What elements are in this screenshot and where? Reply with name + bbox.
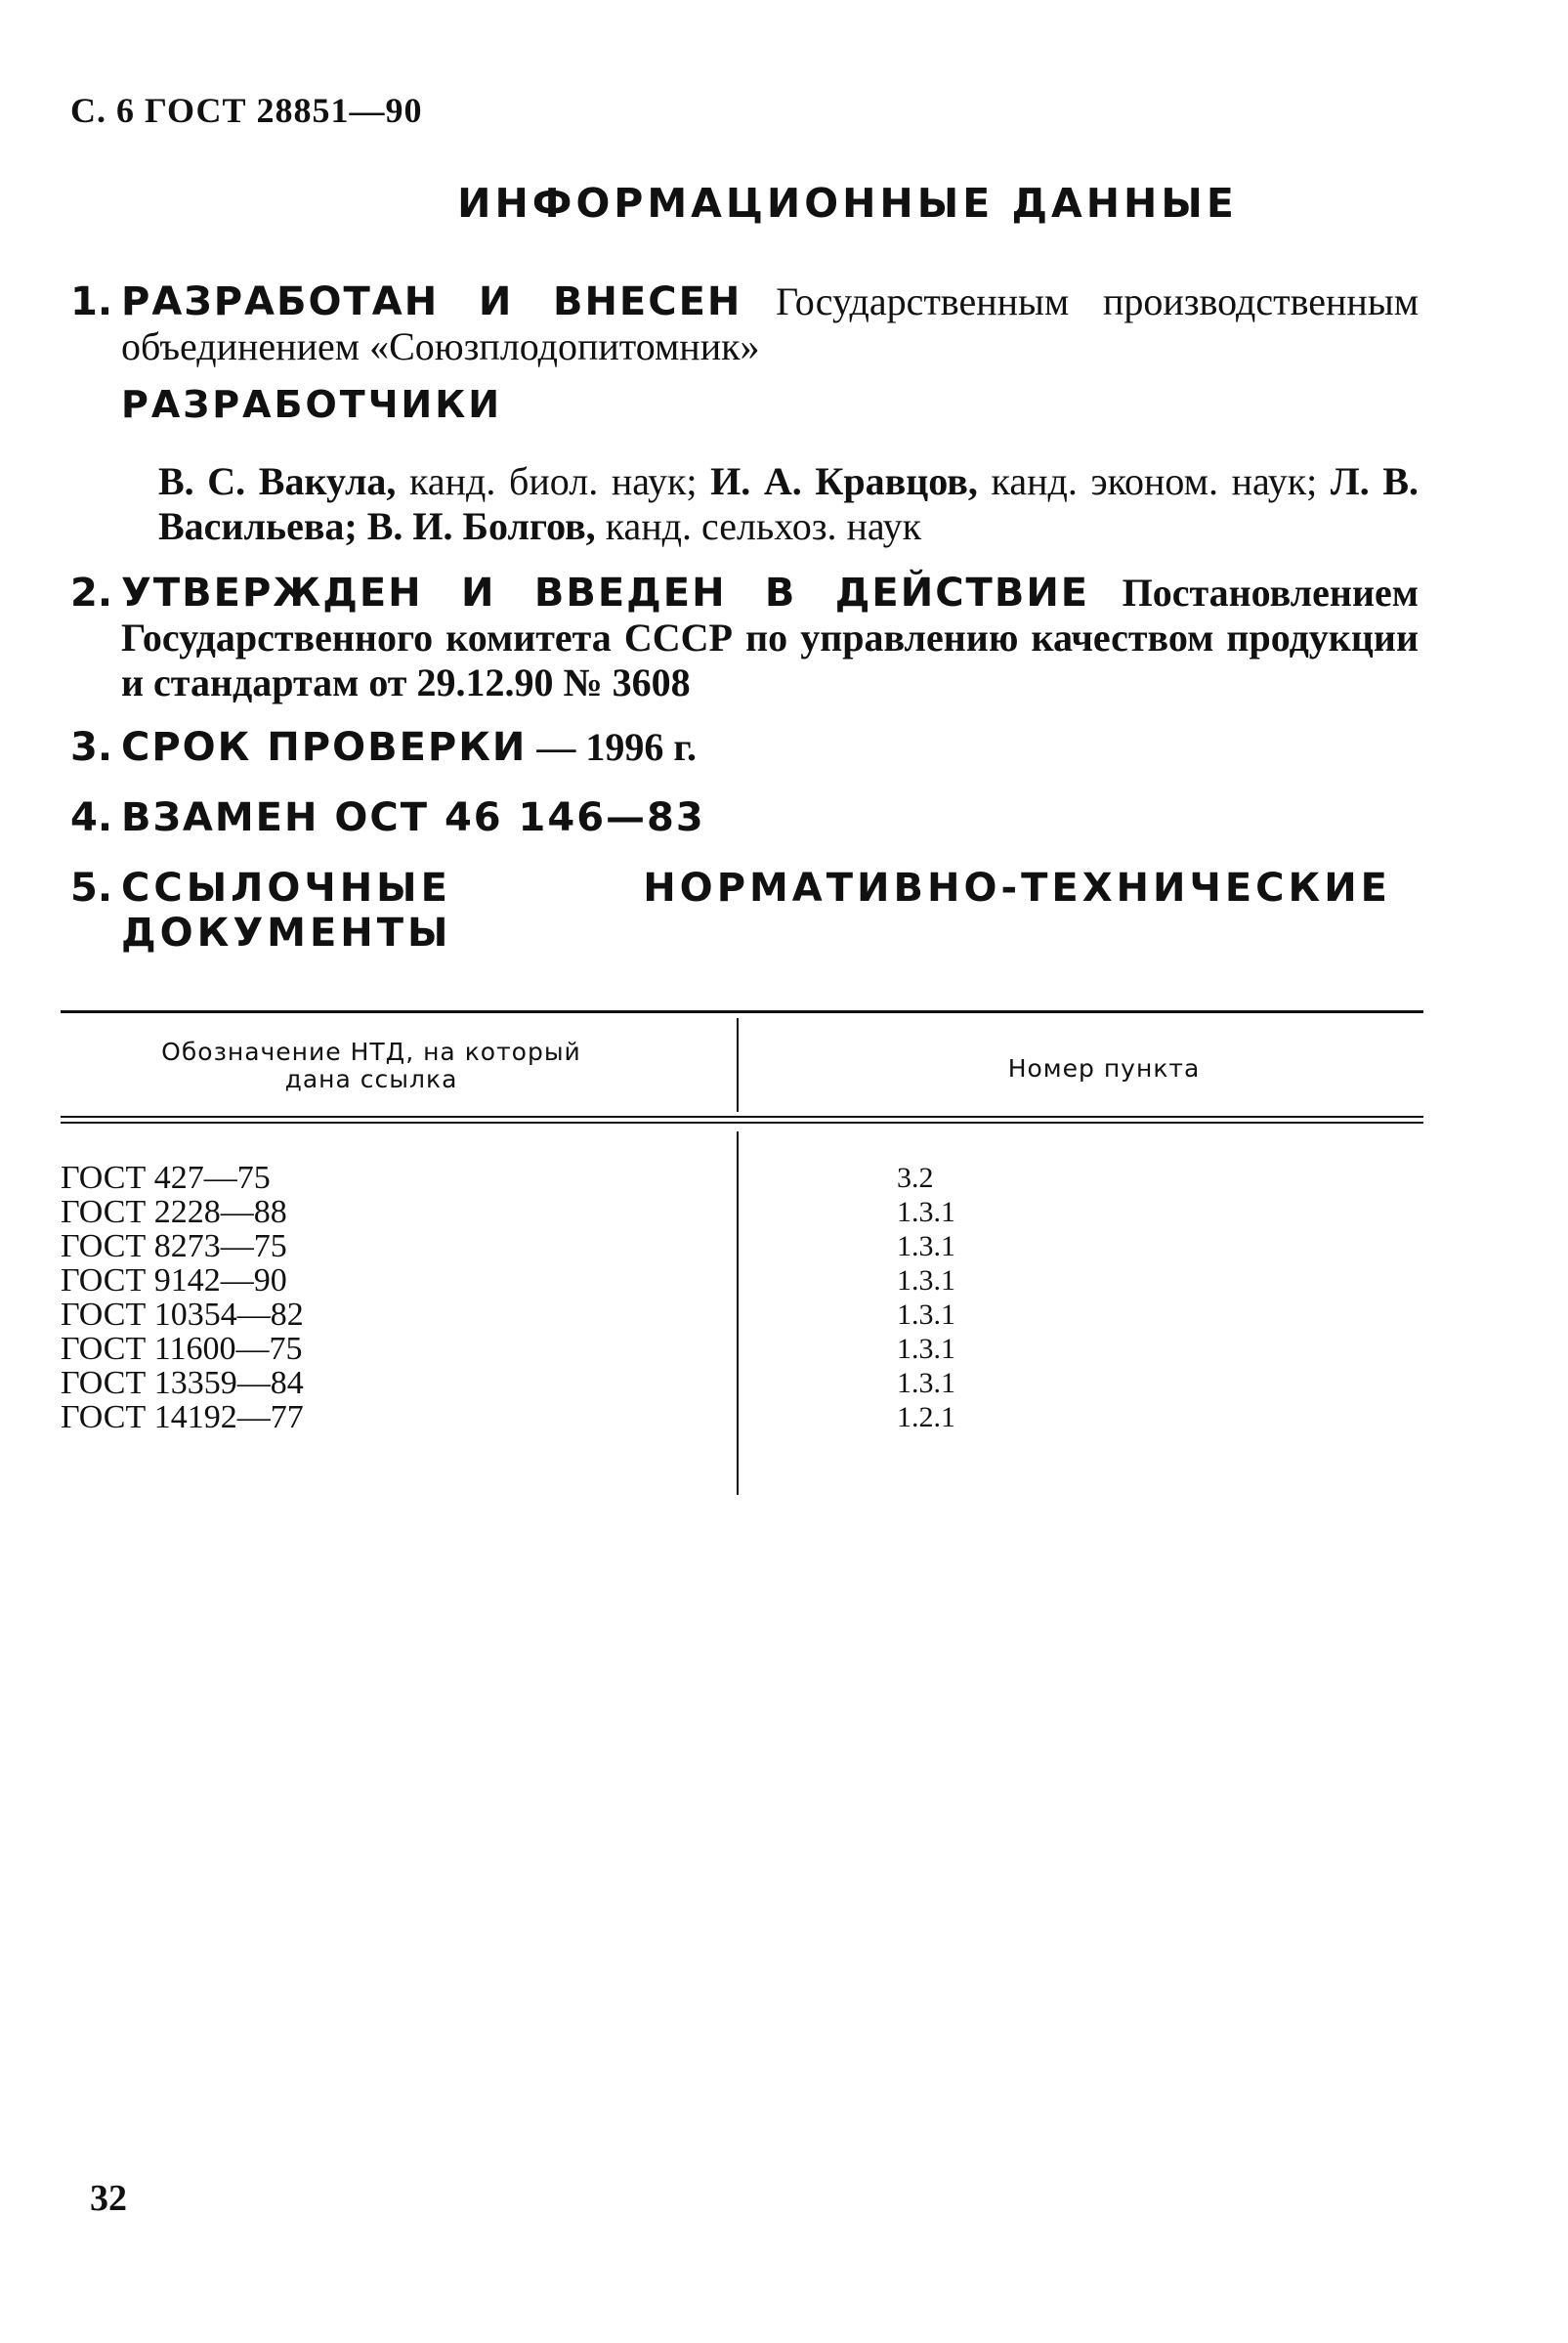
item-caps: ССЫЛОЧНЫЕ НОРМАТИВНО-ТЕХНИЧЕСКИЕ ДОКУМЕНТЫ <box>121 866 1391 956</box>
developer-title: канд. эконом. наук; <box>991 459 1318 503</box>
developer-title: канд. сельхоз. наук <box>605 504 922 548</box>
item-text: Государственным производственным объединением «Союзплодопитомник» <box>121 279 1420 368</box>
item-number: 3. <box>70 725 113 770</box>
table-cell-designation: ГОСТ 8273—75 <box>61 1228 287 1264</box>
table-cell-designation: ГОСТ 10354—82 <box>61 1297 304 1333</box>
info-item-2 <box>70 571 1419 705</box>
developer-title: канд. биол. наук; <box>409 459 698 503</box>
table-column-clauses <box>897 1161 955 1434</box>
table-header-clause: Номер пункта <box>1007 1054 1201 1083</box>
table-header-divider <box>737 1018 739 1112</box>
table-cell-designation: ГОСТ 2228—88 <box>61 1194 287 1230</box>
table-cell-clause: 1.3.1 <box>897 1367 955 1399</box>
table-header-rule-double <box>61 1122 1423 1124</box>
item-text: Постановлением Государственного комитета СССР по управлению качеством продукции и стандартам от 29.12.90 № 3608 <box>121 571 1419 704</box>
item-number: 5. <box>70 866 113 911</box>
info-item-3 <box>70 725 1419 770</box>
table-top-rule <box>61 1010 1423 1013</box>
table-cell-designation: ГОСТ 11600—75 <box>61 1331 303 1367</box>
table-column-divider <box>737 1131 739 1495</box>
developers-list <box>158 459 1419 549</box>
table-cell-clause: 1.3.1 <box>897 1264 955 1297</box>
document-title: ИНФОРМАЦИОННЫЕ ДАННЫЕ <box>457 180 1238 227</box>
table-header-designation: Обозначение НТД, на который дана ссылка <box>161 1038 581 1093</box>
running-head: С. 6 ГОСТ 28851—90 <box>70 91 423 130</box>
developer-name: И. А. Кравцов, <box>710 459 978 503</box>
page-number: 32 <box>90 2178 127 2219</box>
developer-name: В. С. Вакула, <box>158 459 397 503</box>
table-cell-clause: 1.3.1 <box>897 1299 955 1331</box>
table-column-designations <box>61 1161 304 1434</box>
item-number: 4. <box>70 795 113 840</box>
info-item-5 <box>70 866 1428 956</box>
info-item-4 <box>70 795 1419 840</box>
developer-name: В. И. Болгов, <box>366 504 596 548</box>
item-caps: ВЗАМЕН ОСТ 46 146—83 <box>121 795 705 840</box>
table-cell-designation: ГОСТ 427—75 <box>61 1160 271 1196</box>
table-cell-clause: 1.3.1 <box>897 1230 955 1262</box>
table-cell-clause: 1.3.1 <box>897 1333 955 1365</box>
item-caps: РАЗРАБОТАН И ВНЕСЕН <box>121 279 742 324</box>
table-cell-clause: 3.2 <box>897 1162 934 1194</box>
table-cell-clause: 1.3.1 <box>897 1196 955 1228</box>
item-number: 1. <box>70 279 113 324</box>
item-caps: СРОК ПРОВЕРКИ <box>121 725 528 770</box>
info-item-1 <box>70 279 1419 369</box>
table-cell-designation: ГОСТ 14192—77 <box>61 1399 304 1435</box>
item-number: 2. <box>70 571 113 616</box>
item-caps: УТВЕРЖДЕН И ВВЕДЕН В ДЕЙСТВИЕ <box>121 571 1090 616</box>
table-cell-clause: 1.2.1 <box>897 1401 955 1433</box>
item-text: — 1996 г. <box>536 725 698 769</box>
developers-heading: РАЗРАБОТЧИКИ <box>121 383 503 426</box>
table-header-rule <box>61 1116 1423 1118</box>
table-cell-designation: ГОСТ 13359—84 <box>61 1365 304 1401</box>
developer-name: Л. В. Васильева; <box>158 459 1420 548</box>
table-cell-designation: ГОСТ 9142—90 <box>61 1262 287 1299</box>
